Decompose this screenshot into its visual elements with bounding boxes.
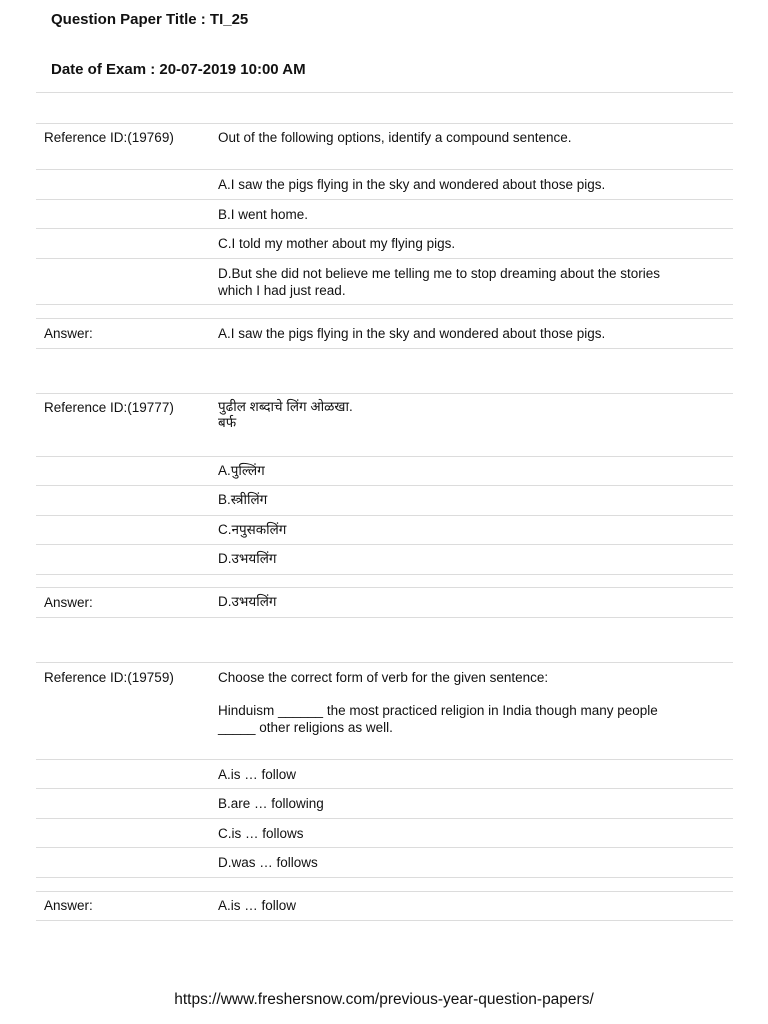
divider: [36, 847, 733, 848]
answer-label: Answer:: [44, 898, 93, 913]
divider: [36, 759, 733, 760]
question-sentence: Hinduism ______ the most practiced religion in India though many people: [218, 703, 658, 718]
reference-id: Reference ID:(19759): [44, 670, 174, 685]
divider: [36, 891, 733, 892]
divider: [36, 92, 733, 93]
divider: [36, 788, 733, 789]
divider: [36, 574, 733, 575]
option-a: A.पुल्लिंग: [218, 463, 265, 478]
question-text: Out of the following options, identify a compound sentence.: [218, 130, 572, 145]
option-c: C.नपुसकलिंग: [218, 522, 287, 537]
question-sentence-continued: _____ other religions as well.: [218, 720, 393, 735]
divider: [36, 228, 733, 229]
paper-title: Question Paper Title : TI_25: [51, 11, 249, 28]
divider: [36, 818, 733, 819]
divider: [36, 199, 733, 200]
option-a: A.I saw the pigs flying in the sky and wondered about those pigs.: [218, 177, 606, 192]
divider: [36, 456, 733, 457]
question-word: बर्फ: [218, 415, 237, 430]
divider: [36, 318, 733, 319]
option-c: C.I told my mother about my flying pigs.: [218, 236, 456, 251]
answer-text: D.उभयलिंग: [218, 594, 277, 609]
option-b: B.स्त्रीलिंग: [218, 492, 268, 507]
reference-id: Reference ID:(19769): [44, 130, 174, 145]
option-c: C.is … follows: [218, 826, 304, 841]
option-d: D.But she did not believe me telling me to stop dreaming about the stories: [218, 266, 660, 281]
divider: [36, 587, 733, 588]
divider: [36, 877, 733, 878]
question-text: पुढील शब्दाचे लिंग ओळखा.: [218, 399, 353, 414]
divider: [36, 258, 733, 259]
exam-date: Date of Exam : 20-07-2019 10:00 AM: [51, 61, 306, 78]
divider: [36, 485, 733, 486]
divider: [36, 169, 733, 170]
divider: [36, 617, 733, 618]
footer-url: https://www.freshersnow.com/previous-year-question-papers/: [174, 991, 594, 1008]
option-b: B.I went home.: [218, 207, 309, 222]
divider: [36, 123, 733, 124]
answer-label: Answer:: [44, 595, 93, 610]
divider: [36, 515, 733, 516]
answer-text: A.I saw the pigs flying in the sky and wondered about those pigs.: [218, 326, 606, 341]
answer-text: A.is … follow: [218, 898, 297, 913]
option-a: A.is … follow: [218, 767, 297, 782]
option-d: D.उभयलिंग: [218, 551, 277, 566]
option-b: B.are … following: [218, 796, 324, 811]
option-d-continued: which I had just read.: [218, 283, 346, 298]
option-d: D.was … follows: [218, 855, 318, 870]
divider: [36, 544, 733, 545]
divider: [36, 304, 733, 305]
divider: [36, 920, 733, 921]
question-text: Choose the correct form of verb for the given sentence:: [218, 670, 549, 685]
divider: [36, 348, 733, 349]
divider: [36, 393, 733, 394]
divider: [36, 662, 733, 663]
reference-id: Reference ID:(19777): [44, 400, 174, 415]
answer-label: Answer:: [44, 326, 93, 341]
